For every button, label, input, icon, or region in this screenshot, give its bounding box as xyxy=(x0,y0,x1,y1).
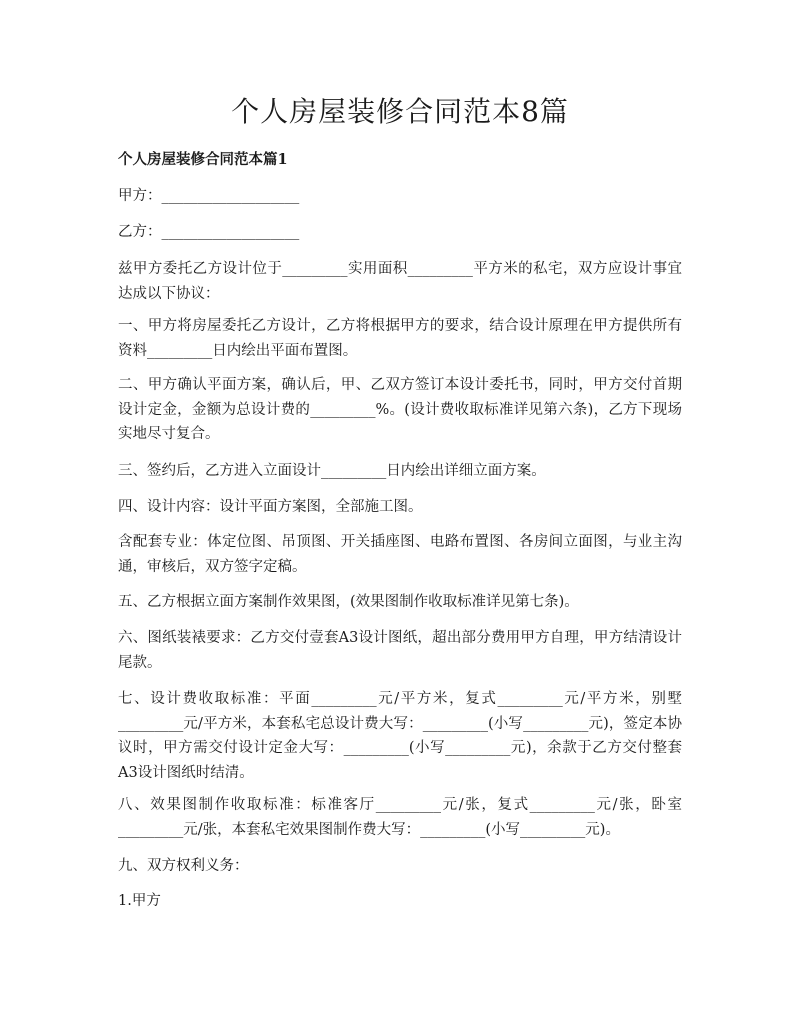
clause-8-paragraph: 八、效果图制作收取标准：标准客厅_________元/张，复式_________元/张，卧室_________元/张，本套私宅效果图制作费大写：_________(小写_________元)。 xyxy=(118,797,682,838)
party-b-line: 乙方：___________________ xyxy=(118,224,300,240)
clause-4-paragraph: 四、设计内容：设计平面方案图，全部施工图。 xyxy=(118,499,423,515)
party-a-line: 甲方：___________________ xyxy=(118,188,300,204)
clause-6-paragraph: 六、图纸装裱要求：乙方交付壹套A3设计图纸，超出部分费用甲方自理，甲方结清设计尾款。 xyxy=(118,630,682,671)
clause-9-1-paragraph: 1.甲方 xyxy=(118,893,161,909)
clause-5-paragraph: 五、乙方根据立面方案制作效果图，(效果图制作收取标准详见第七条)。 xyxy=(118,594,579,610)
clause-2-paragraph: 二、甲方确认平面方案，确认后，甲、乙双方签订本设计委托书，同时，甲方交付首期设计定金，金额为总设计费的_________%。(设计费收取标准详见第六条)，乙方下现场实地尽寸复合。 xyxy=(118,377,682,442)
clause-4-detail-paragraph: 含配套专业：体定位图、吊顶图、开关插座图、电路布置图、各房间立面图，与业主沟通，审核后，双方签字定稿。 xyxy=(118,534,682,575)
clause-7-paragraph: 七、设计费收取标准：平面_________元/平方米，复式_________元/平方米，别墅_________元/平方米，本套私宅总设计费大写：_________(小写_________元)，签定本协议时，甲方需交付设计定金大写：_________(小写_________元)，余款于乙方交付整套A3设计图纸时结清。 xyxy=(118,691,682,781)
preamble-paragraph: 兹甲方委托乙方设计位于_________实用面积_________平方米的私宅，双方应设计事宜达成以下协议： xyxy=(118,261,682,302)
clause-9-paragraph: 九、双方权利义务： xyxy=(118,858,249,874)
clause-3-paragraph: 三、签约后，乙方进入立面设计_________日内绘出详细立面方案。 xyxy=(118,463,546,479)
section-heading: 个人房屋装修合同范本篇1 xyxy=(118,151,288,168)
clause-1-paragraph: 一、甲方将房屋委托乙方设计，乙方将根据甲方的要求，结合设计原理在甲方提供所有资料_________日内绘出平面布置图。 xyxy=(118,318,682,359)
document-title: 个人房屋装修合同范本8篇 xyxy=(231,95,569,128)
